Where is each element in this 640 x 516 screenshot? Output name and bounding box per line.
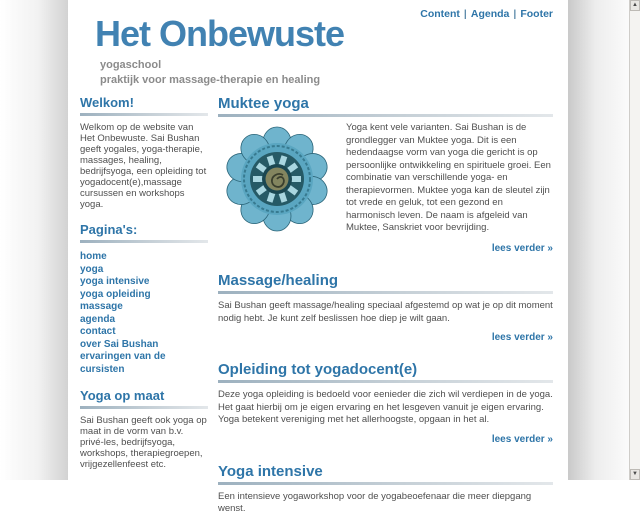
sidebar-item-yoga[interactable]: yoga (80, 263, 104, 275)
muktee-row (218, 122, 553, 236)
read-more-link[interactable]: lees verder » (491, 433, 553, 445)
welcome-heading: Welkom! (80, 95, 134, 110)
sidebar-item-massage[interactable]: massage (80, 301, 123, 312)
scroll-down-icon[interactable]: ▼ (630, 469, 640, 480)
heading-rule (218, 114, 553, 117)
subtitle-line1: yogaschool (100, 59, 162, 71)
yoga-op-maat-heading: Yoga op maat (80, 388, 165, 403)
header (80, 0, 553, 95)
read-more-row (218, 327, 553, 345)
yoga-op-maat-text: Sai Bushan geeft ook yoga op maat in de vorm van b.v. privé-les, bedrijfsyoga, workshops, therapiegroepen, vrijgezellenfeest etc. (80, 415, 207, 470)
right-gutter (568, 0, 629, 480)
nav-separator: | (463, 8, 467, 20)
sidebar-item-yoga-opleiding[interactable]: yoga opleiding (80, 288, 151, 300)
read-more-link[interactable]: lees verder » (491, 332, 553, 343)
heading-rule (80, 240, 208, 243)
columns (80, 95, 553, 516)
heading-rule (218, 482, 553, 485)
sidebar-item-home[interactable]: home (80, 251, 107, 262)
pages-heading: Pagina's: (80, 222, 138, 237)
left-gutter (0, 0, 68, 480)
nav-separator: | (513, 8, 517, 20)
sidebar-item-over-sai-bushan[interactable]: over Sai Bushan (80, 338, 159, 350)
pages-block (80, 222, 208, 376)
subtitle-line2: praktijk voor massage-therapie en healing (100, 74, 321, 86)
sidebar-item-yoga-intensive[interactable]: yoga intensive (80, 276, 150, 287)
section-heading: Opleiding tot yogadocent(e) (218, 361, 418, 378)
vertical-scrollbar[interactable] (629, 0, 640, 480)
section-text: Yoga kent vele varianten. Sai Bushan is de grondlegger van Muktee yoga. Dit is een hedendaagse vorm van yoga die gericht is op persoonlijke ontwikkeling en spirituele groei. Een combinatie van verschillende yoga- en therapievormen. Muktee yoga kan de sleutel zijn tot vrede en geluk, tot een gezond en harmonisch leven. De naam is afgeleid van Muktee, Sanskriet voor bevrijding. (346, 122, 551, 233)
section-massage-healing (218, 272, 553, 345)
section-heading: Muktee yoga (218, 95, 309, 112)
nav-link-agenda[interactable]: Agenda (470, 8, 510, 20)
section-heading: Yoga intensive (218, 462, 323, 480)
content-column (68, 0, 568, 514)
nav-link-content[interactable]: Content (420, 8, 460, 20)
read-more-link[interactable]: lees verder » (491, 243, 553, 254)
sidebar-item-agenda[interactable]: agenda (80, 313, 116, 325)
welcome-text: Welkom op de website van Het Onbewuste. Sai Bushan geeft yogales, yoga-therapie, massages, healing, bedrijfsyoga, een opleiding tot yogadocent(e),massage cursussen en workshops yoga. (80, 122, 207, 210)
heading-rule (80, 113, 208, 116)
sidebar-item-contact[interactable]: contact (80, 326, 116, 337)
section-heading: Massage/healing (218, 272, 339, 289)
section-yoga-intensive (218, 463, 553, 516)
heading-rule (218, 291, 553, 294)
section-text: Deze yoga opleiding is bedoeld voor eenieder die zich wil verdiepen in de yoga. Het gaat hierbij om je eigen ervaring en het lesgeven vanuit je eigen ervaring. Yoga betekent vereniging met het allerhoogste, opgaan in het al. (218, 389, 553, 425)
pages-menu (80, 251, 208, 376)
scroll-up-icon[interactable]: ▲ (630, 0, 640, 11)
section-opleiding (218, 361, 553, 447)
section-text: Sai Bushan geeft massage/healing speciaal afgestemd op wat je op dit moment nodig hebt. Je kunt zelf beslissen hoe diep je wilt gaan. (218, 300, 553, 324)
site-title: Het Onbewuste (95, 13, 345, 54)
top-nav (420, 8, 553, 20)
read-more-row (218, 238, 553, 256)
site-subtitle (100, 58, 320, 88)
section-text: Een intensieve yogaworkshop voor de yogabeoefenaar die meer diepgang wenst. (218, 490, 532, 514)
heading-rule (218, 380, 553, 383)
sidebar-item-ervaringen[interactable]: ervaringen van de cursisten (80, 351, 166, 375)
nav-link-footer[interactable]: Footer (520, 8, 553, 20)
main-column (218, 95, 553, 516)
heading-rule (80, 406, 208, 409)
section-muktee-yoga (218, 95, 553, 256)
read-more-row (218, 429, 553, 447)
sidebar (80, 95, 208, 470)
mandala-image (226, 122, 328, 236)
yoga-op-maat-block (80, 388, 208, 470)
